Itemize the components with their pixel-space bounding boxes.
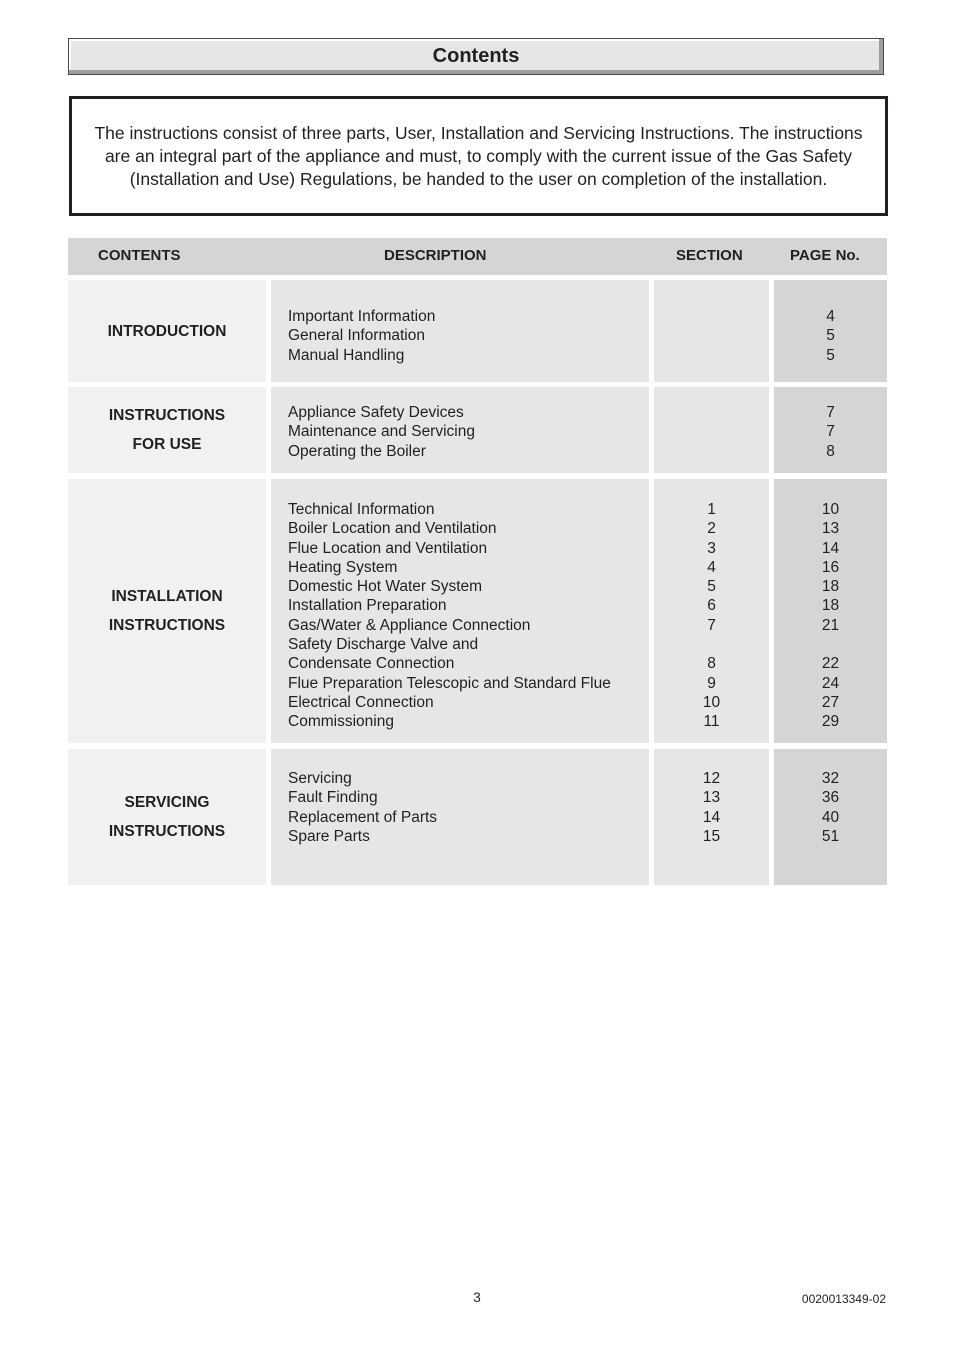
page-number: 5 bbox=[826, 346, 835, 364]
section-number: 11 bbox=[703, 713, 720, 731]
description-line: Gas/Water & Appliance Connection bbox=[288, 616, 531, 634]
page-number: 32 bbox=[821, 770, 840, 787]
section-number bbox=[654, 442, 769, 461]
page-title: Contents bbox=[68, 38, 884, 75]
group-name-line: FOR USE bbox=[132, 436, 202, 453]
page-number: 5 bbox=[826, 327, 835, 345]
group-name bbox=[68, 280, 266, 382]
section-number: 1 bbox=[707, 501, 716, 518]
description-line: Maintenance and Servicing bbox=[288, 423, 475, 441]
intro-text: The instructions consist of three parts, User, Installation and Servicing Instructions. The instructions are an integral part of the appliance and must, to comply with the current issue of the Gas Safety (Installation and Use) Regulations, be handed to the user on completion of the installation. bbox=[94, 122, 863, 189]
description-line: General Information bbox=[288, 327, 425, 345]
section-number: 6 bbox=[707, 597, 716, 615]
section-number bbox=[654, 422, 769, 441]
section-number: 14 bbox=[702, 808, 721, 826]
table-header bbox=[68, 238, 887, 275]
group-name-line: SERVICING bbox=[124, 794, 210, 811]
page-number: 22 bbox=[821, 655, 840, 673]
page-number: 4 bbox=[826, 308, 835, 325]
group-name bbox=[68, 479, 266, 743]
section-number bbox=[654, 346, 769, 365]
section-cell bbox=[654, 280, 769, 382]
description-line: Replacement of Parts bbox=[288, 808, 438, 826]
page-number: 13 bbox=[821, 520, 840, 538]
page-cell bbox=[774, 479, 887, 743]
section-number: 15 bbox=[702, 827, 721, 845]
group-introduction bbox=[68, 280, 887, 382]
description-line: Electrical Connection bbox=[288, 693, 434, 711]
description-line: Technical Information bbox=[288, 501, 435, 518]
group-name-line: INSTALLATION bbox=[111, 588, 223, 605]
group-name bbox=[68, 387, 266, 473]
section-number: 12 bbox=[702, 770, 721, 787]
section-number: 8 bbox=[707, 655, 716, 673]
section-cell bbox=[654, 749, 769, 885]
description-line: Appliance Safety Devices bbox=[288, 404, 464, 421]
page-cell bbox=[774, 749, 887, 885]
description-line: Commissioning bbox=[288, 713, 394, 731]
footer-page-number: 3 bbox=[473, 1290, 481, 1305]
description-line: Important Information bbox=[288, 308, 436, 325]
description-line: Flue Preparation Telescopic and Standard Flue bbox=[288, 674, 611, 692]
header-description: DESCRIPTION bbox=[384, 247, 487, 264]
description-line: Domestic Hot Water System bbox=[288, 578, 483, 596]
description-line: Spare Parts bbox=[288, 827, 370, 845]
section-number bbox=[654, 326, 769, 345]
description-cell bbox=[271, 479, 649, 743]
description-line: Fault Finding bbox=[288, 789, 378, 807]
description-cell bbox=[271, 749, 649, 885]
description-line: Boiler Location and Ventilation bbox=[288, 520, 497, 538]
page-number: 7 bbox=[826, 404, 835, 421]
group-name-line: INSTRUCTIONS bbox=[108, 823, 226, 840]
group-installation-instructions bbox=[68, 479, 887, 743]
page-number: 29 bbox=[821, 713, 840, 731]
section-number: 7 bbox=[707, 616, 716, 634]
page-number: 16 bbox=[821, 558, 840, 576]
page-number: 51 bbox=[821, 827, 840, 845]
header-page: PAGE No. bbox=[790, 247, 860, 264]
page-cell bbox=[774, 387, 887, 473]
group-name-line: INSTRUCTIONS bbox=[108, 617, 226, 634]
section-number: 5 bbox=[707, 578, 716, 596]
description-line: Installation Preparation bbox=[288, 597, 447, 615]
intro-notice bbox=[69, 96, 888, 216]
group-instructions-for-use bbox=[68, 387, 887, 473]
page-cell bbox=[774, 280, 887, 382]
section-number: 9 bbox=[707, 674, 716, 692]
header-section: SECTION bbox=[676, 247, 743, 264]
page-number: 10 bbox=[821, 501, 840, 518]
page-number: 7 bbox=[826, 423, 835, 441]
group-servicing-instructions bbox=[68, 749, 887, 885]
description-line: Safety Discharge Valve and bbox=[288, 636, 479, 654]
group-name bbox=[68, 749, 266, 885]
section-number: 10 bbox=[702, 693, 721, 711]
group-name-line: INSTRUCTIONS bbox=[108, 407, 226, 424]
description-cell bbox=[271, 280, 649, 382]
section-cell bbox=[654, 387, 769, 473]
section-number: 4 bbox=[707, 558, 716, 576]
section-number: 2 bbox=[707, 520, 716, 538]
header-contents: CONTENTS bbox=[98, 247, 181, 264]
description-line: Operating the Boiler bbox=[288, 442, 426, 460]
description-line: Servicing bbox=[288, 770, 352, 787]
description-line: Heating System bbox=[288, 558, 398, 576]
section-cell bbox=[654, 479, 769, 743]
page-number: 8 bbox=[826, 442, 835, 460]
description-line: Flue Location and Ventilation bbox=[288, 539, 488, 557]
section-number bbox=[654, 403, 769, 422]
section-number bbox=[654, 635, 769, 654]
page-number: 24 bbox=[821, 674, 840, 692]
section-number: 13 bbox=[702, 789, 721, 807]
footer-document-code: 0020013349-02 bbox=[801, 1292, 886, 1306]
page-number: 21 bbox=[821, 616, 840, 634]
page-number bbox=[774, 635, 887, 654]
description-line: Manual Handling bbox=[288, 346, 405, 364]
page-number: 18 bbox=[821, 597, 840, 615]
page-number: 36 bbox=[821, 789, 840, 807]
description-cell bbox=[271, 387, 649, 473]
group-name-line: INTRODUCTION bbox=[107, 322, 227, 340]
page-number: 40 bbox=[821, 808, 840, 826]
section-number: 3 bbox=[707, 539, 716, 557]
page-number: 14 bbox=[821, 539, 840, 557]
description-line: Condensate Connection bbox=[288, 655, 455, 673]
section-number bbox=[654, 307, 769, 326]
page-number: 18 bbox=[821, 578, 840, 596]
page-number: 27 bbox=[821, 693, 840, 711]
